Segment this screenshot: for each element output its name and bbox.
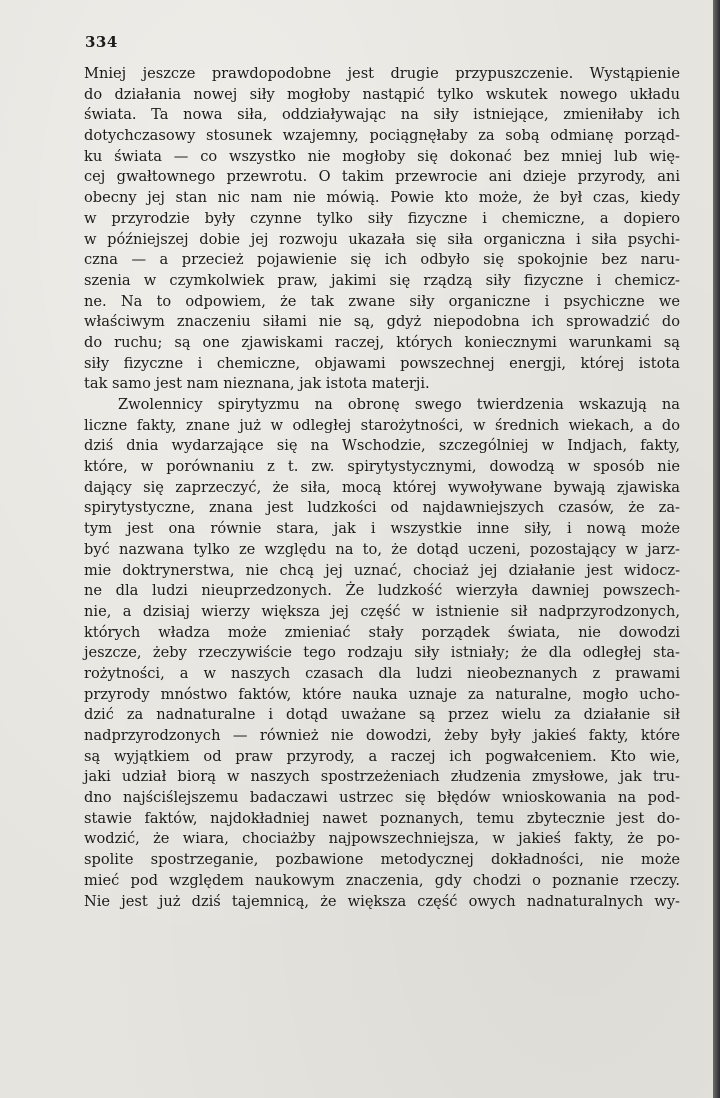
text-line: stawie faktów, najdokładniej nawet poznanych, temu zbytecznie jest do- <box>84 809 680 827</box>
text-line: nadprzyrodzonych — również nie dowodzi, żeby były jakieś fakty, które <box>84 727 680 744</box>
text-line: właściwym znaczeniu siłami nie są, gdyż niepodobna ich sprowadzić do <box>84 313 680 331</box>
text-line: szenia w czymkolwiek praw, jakimi się rządzą siły fizyczne i chemicz- <box>84 271 680 289</box>
text-line: które, w porównaniu z t. zw. spirytystycznymi, dowodzą w sposób nie <box>84 458 680 476</box>
text-line: obecny jej stan nic nam nie mówią. Powie kto może, że był czas, kiedy <box>84 189 680 207</box>
text-line: ne. Na to odpowiem, że tak zwane siły organiczne i psychiczne we <box>84 292 680 310</box>
text-line: rożytności, a w naszych czasach dla ludzi nieobeznanych z prawami <box>84 664 680 682</box>
text-line: są wyjątkiem od praw przyrody, a raczej ich pogwałceniem. Kto wie, <box>84 747 680 765</box>
text-line: w późniejszej dobie jej rozwoju ukazała się siła organiczna i siła psychi- <box>84 230 680 248</box>
text-line: cej gwałtownego przewrotu. O takim przewrocie ani dzieje przyrody, ani <box>84 168 680 186</box>
text-line: wodzić, że wiara, chociażby najpowszechniejsza, w jakieś fakty, że po- <box>84 830 680 848</box>
text-line: dający się zaprzeczyć, że siła, mocą której wywoływane bywają zjawiska <box>84 478 680 496</box>
text-line: dotychczasowy stosunek wzajemny, pociągnęłaby za sobą odmianę porząd- <box>84 127 680 145</box>
text-line: Nie jest już dziś tajemnicą, że większa część owych nadnaturalnych wy- <box>84 892 680 910</box>
text-line: świata. Ta nowa siła, oddziaływając na siły istniejące, zmieniłaby ich <box>84 106 680 124</box>
text-line: przyrody mnóstwo faktów, które nauka uznaje za naturalne, mogło ucho- <box>84 685 680 703</box>
text-line: do ruchu; są one zjawiskami raczej, których koniecznymi warunkami są <box>84 333 680 351</box>
text-line: Zwolennicy spirytyzmu na obronę swego twierdzenia wskazują na <box>118 396 680 413</box>
text-line: ne dla ludzi nieuprzedzonych. Że ludzkość wierzyła dawniej powszech- <box>84 582 680 600</box>
text-line: dno najściślejszemu badaczawi ustrzec się błędów wnioskowania na pod- <box>84 789 680 807</box>
text-line: mie doktrynerstwa, nie chcą jej uznać, chociaż jej działanie jest widocz- <box>84 561 680 579</box>
text-line: dziś dnia wydarzające się na Wschodzie, szczególniej w Indjach, fakty, <box>84 437 680 455</box>
text-line: nie, a dzisiaj wierzy większa jej część w istnienie sił nadprzyrodzonych, <box>84 602 680 620</box>
text-line: dzić za nadnaturalne i dotąd uważane są przez wielu za działanie sił <box>84 706 680 724</box>
text-line: siły fizyczne i chemiczne, objawami powszechnej energji, której istota <box>84 354 680 372</box>
text-line: mieć pod względem naukowym znaczenia, gdy chodzi o poznanie rzeczy. <box>84 871 680 889</box>
text-line: jeszcze, żeby rzeczywiście tego rodzaju siły istniały; że dla odległej sta- <box>84 644 680 662</box>
text-line: liczne fakty, znane już w odległej starożytności, w średnich wiekach, a do <box>84 416 680 434</box>
text-line: których władza może zmieniać stały porządek świata, nie dowodzi <box>84 623 680 641</box>
text-line: czna — a przecież pojawienie się ich odbyło się spokojnie bez naru- <box>84 251 680 269</box>
text-line: w przyrodzie były czynne tylko siły fizyczne i chemiczne, a dopiero <box>84 209 680 227</box>
text-line: ku świata — co wszystko nie mogłoby się dokonać bez mniej lub wię- <box>84 147 680 165</box>
text-line: spolite spostrzeganie, pozbawione metodycznej dokładności, nie może <box>84 851 680 869</box>
text-line: tak samo jest nam nieznana, jak istota materji. <box>84 375 430 393</box>
text-line: do działania nowej siły mogłoby nastąpić tylko wskutek nowego układu <box>84 85 680 103</box>
body-text <box>84 64 680 912</box>
page-number: 334 <box>85 33 118 51</box>
text-line: Mniej jeszcze prawdopodobne jest drugie przypuszczenie. Wystąpienie <box>84 65 680 82</box>
text-line: tym jest ona równie stara, jak i wszystkie inne siły, i nową może <box>84 520 680 538</box>
text-line: spirytystyczne, znana jest ludzkości od najdawniejszych czasów, że za- <box>84 499 680 517</box>
text-line: być nazwana tylko ze względu na to, że dotąd uczeni, pozostający w jarz- <box>84 540 680 558</box>
page-edge-shadow <box>713 0 720 1098</box>
text-line: jaki udział biorą w naszych spostrzeżeniach złudzenia zmysłowe, jak tru- <box>84 768 680 786</box>
